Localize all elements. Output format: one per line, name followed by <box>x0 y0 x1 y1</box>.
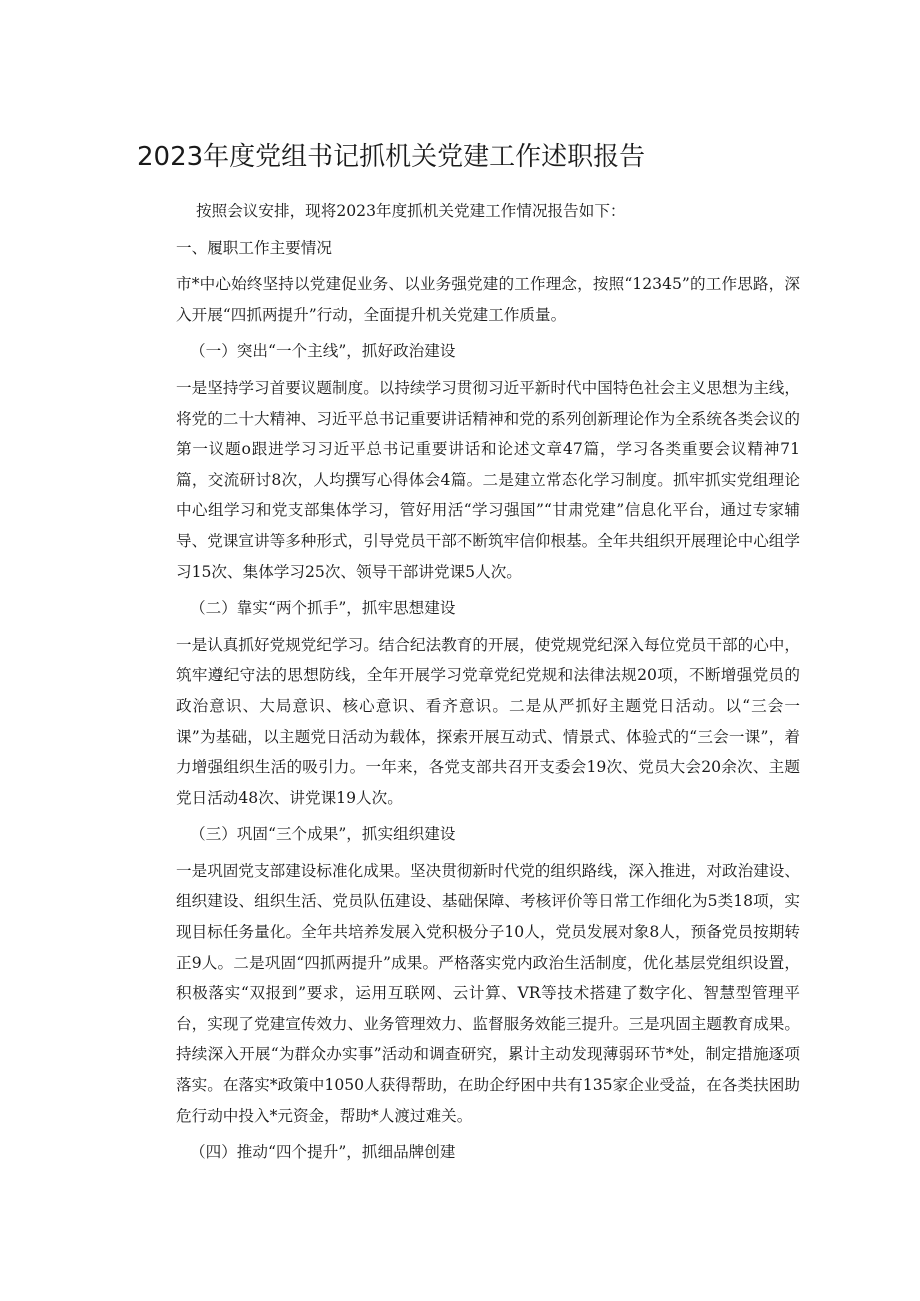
body-paragraph: 一是认真抓好党规党纪学习。结合纪法教育的开展，使党规党纪深入每位党员干部的心中，筑牢遵纪守法的思想防线，全年开展学习党章党纪党规和法律法规20项，不断增强党员的政治意识、大局意识、核心意识、看齐意识。二是从严抓好主题党日活动。以“三会一课”为基础，以主题党日活动为载体，探索开展互动式、情景式、体验式的“三会一课”，着力增强组织生活的吸引力。一年来，各党支部共召开支委会19次、党员大会20余次、主题党日活动48次、讲党课19人次。 <box>176 635 800 807</box>
body-paragraph: 市*中心始终坚持以党建促业务、以业务强党建的工作理念，按照“12345”的工作思路，深入开展“四抓两提升”行动，全面提升机关党建工作质量。 <box>176 275 800 324</box>
document-body <box>176 196 800 1174</box>
section-heading: 一、履职工作主要情况 <box>176 238 332 257</box>
body-paragraph: 一是巩固党支部建设标准化成果。坚决贯彻新时代党的组织路线，深入推进，对政治建设、组织建设、组织生活、党员队伍建设、基础保障、考核评价等日常工作细化为5类18项，实现目标任务量化。全年共培养发展入党积极分子10人，党员发展对象8人，预备党员按期转正9人。二是巩固“四抓两提升”成果。严格落实党内政治生活制度，优化基层党组织设置，积极落实“双报到”要求，运用互联网、云计算、VR等技术搭建了数字化、智慧型管理平台，实现了党建宣传效力、业务管理效力、监督服务效能三提升。三是巩固主题教育成果。持续深入开展“为群众办实事”活动和调查研究，累计主动发现薄弱环节*处，制定措施逐项落实。在落实*政策中1050人获得帮助，在助企纾困中共有135家企业受益，在各类扶困助危行动中投入*元资金，帮助*人渡过难关。 <box>176 861 800 1125</box>
subsection-heading: （三）巩固“三个成果”，抓实组织建设 <box>190 825 456 844</box>
subsection-heading: （四）推动“四个提升”，抓细品牌创建 <box>190 1143 456 1162</box>
intro-paragraph: 按照会议安排，现将2023年度抓机关党建工作情况报告如下： <box>196 202 626 220</box>
subsection-heading: （一）突出“一个主线”，抓好政治建设 <box>190 342 456 361</box>
body-paragraph: 一是坚持学习首要议题制度。以持续学习贯彻习近平新时代中国特色社会主义思想为主线，将党的二十大精神、习近平总书记重要讲话精神和党的系列创新理论作为全系统各类会议的第一议题o跟进学习习近平总书记重要讲话和论述文章47篇，学习各类重要会议精神71篇，交流研讨8次，人均撰写心得体会4篇。二是建立常态化学习制度。抓牢抓实党组理论中心组学习和党支部集体学习，管好用活“学习强国”“甘肃党建”信息化平台，通过专家辅导、党课宣讲等多种形式，引导党员干部不断筑牢信仰根基。全年共组织开展理论中心组学习15次、集体学习25次、领导干部讲党课5人次。 <box>176 378 800 581</box>
subsection-heading: （二）靠实“两个抓手”，抓牢思想建设 <box>190 599 456 618</box>
document-title: 2023年度党组书记抓机关党建工作述职报告 <box>137 142 646 172</box>
